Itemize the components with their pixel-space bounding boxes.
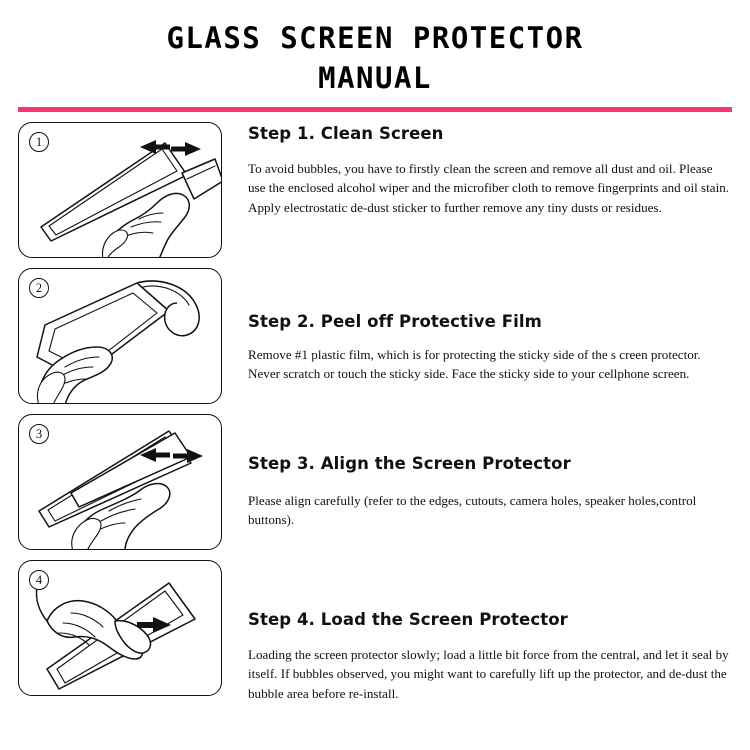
step-1-text — [222, 122, 732, 217]
step-item — [18, 268, 732, 404]
step-1-illustration — [18, 122, 222, 258]
step-3-illustration — [18, 414, 222, 550]
step-4-heading: Step 4. Load the Screen Protector — [248, 610, 568, 630]
step-item — [18, 560, 732, 703]
peel-film-graphic — [19, 269, 222, 404]
step-4-body: Loading the screen protector slowly; load a little bit force from the central, and let it seal by itself. If bubbles observed, you might want to carefully lift up the protector, and de-dust the bubble area before re-install. — [248, 647, 729, 701]
align-protector-graphic — [19, 415, 222, 550]
step-2-body: Remove #1 plastic film, which is for protecting the sticky side of the s creen protector. Never scratch or touch the sticky side. Face the sticky side to your cellphone screen. — [248, 347, 701, 382]
title-block — [0, 0, 750, 98]
step-2-heading: Step 2. Peel off Protective Film — [248, 312, 542, 332]
step-4-text — [222, 560, 732, 703]
title-divider — [18, 107, 732, 112]
manual-title-line-2: MANUAL — [318, 61, 432, 96]
manual-title-line-1: GLASS SCREEN PROTECTOR — [166, 21, 584, 55]
step-2-illustration — [18, 268, 222, 404]
step-3-heading: Step 3. Align the Screen Protector — [248, 454, 571, 474]
steps-list — [0, 122, 750, 703]
step-2-text — [222, 268, 732, 384]
step-3-number-badge: 3 — [29, 424, 49, 444]
step-item — [18, 122, 732, 258]
step-2-number-badge: 2 — [29, 278, 49, 298]
step-3-text — [222, 414, 732, 530]
step-1-body: To avoid bubbles, you have to firstly clean the screen and remove all dust and oil. Please use the enclosed alcohol wiper and the microfiber cloth to remove fingerprints and oil stain. Apply electrostatic de-dust sticker to further remove any tiny dusts or residues. — [248, 161, 730, 215]
clean-screen-graphic — [19, 123, 222, 258]
step-1-number-badge: 1 — [29, 132, 49, 152]
step-3-body: Please align carefully (refer to the edges, cutouts, camera holes, speaker holes,control buttons). — [248, 493, 697, 528]
step-1-heading: Step 1. Clean Screen — [248, 124, 444, 144]
step-4-number-badge: 4 — [29, 570, 49, 590]
step-4-illustration — [18, 560, 222, 696]
step-item — [18, 414, 732, 550]
load-protector-graphic — [19, 561, 222, 696]
